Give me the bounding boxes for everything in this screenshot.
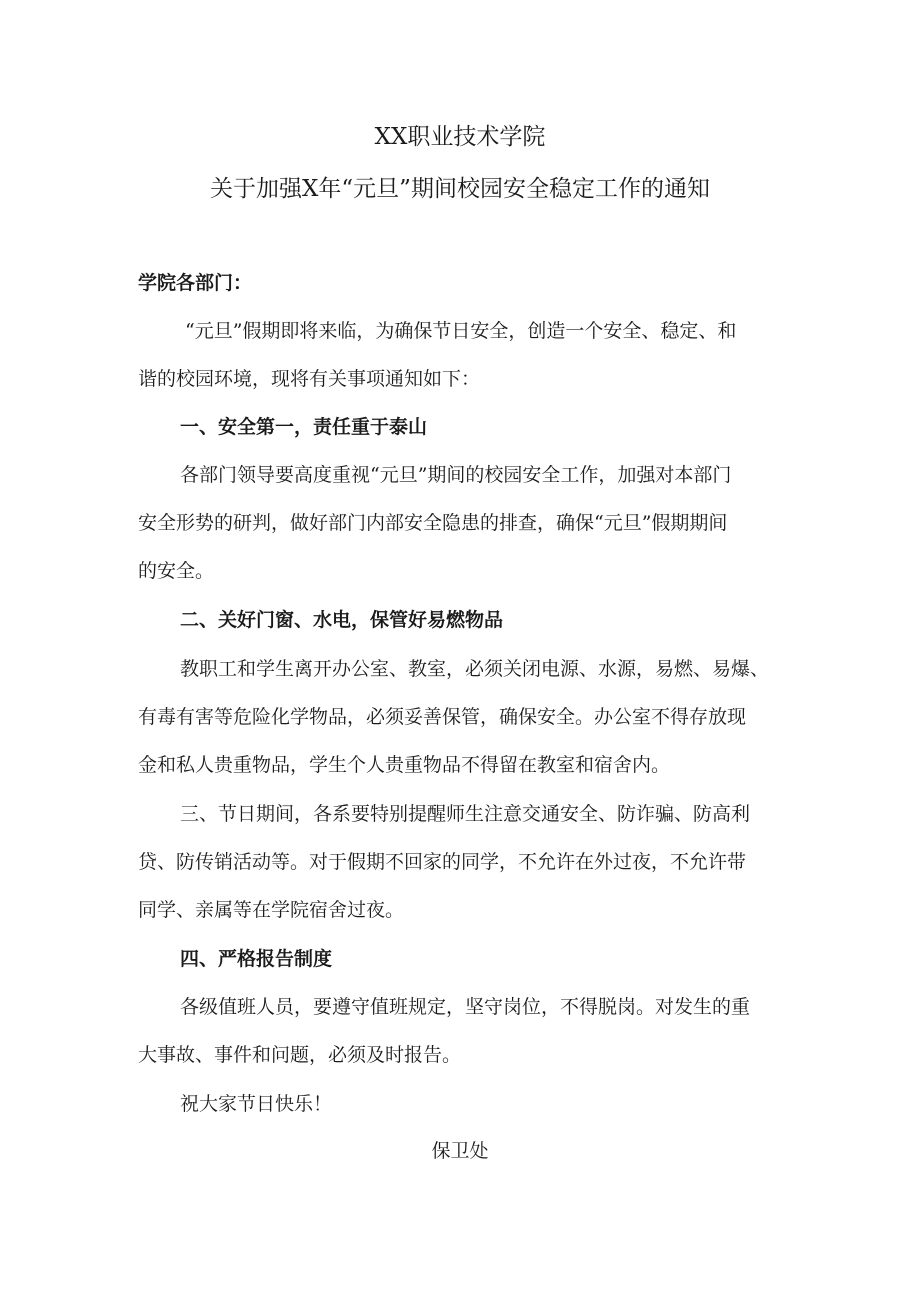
closing-greeting: 祝大家节日快乐！ (180, 1093, 333, 1115)
section-2-heading: 二、关好门窗、水电，保管好易燃物品 (180, 609, 504, 631)
section-4-line-1: 各级值班人员，要遵守值班规定，坚守岗位，不得脱岗。对发生的重 (180, 996, 751, 1018)
intro-line-2: 谐的校园环境，现将有关事项通知如下： (138, 368, 481, 390)
section-2-line-2: 有毒有害等危险化学物品，必须妥善保管，确保安全。办公室不得存放现 (138, 706, 747, 728)
section-2-line-3: 金和私人贵重物品，学生个人贵重物品不得留在教室和宿舍内。 (138, 754, 671, 776)
section-3-line-1: 三、节日期间，各系要特别提醒师生注意交通安全、防诈骗、防高利 (180, 803, 751, 825)
section-4-line-2: 大事故、事件和问题，必须及时报告。 (138, 1044, 462, 1066)
intro-line-1: “元旦”假期即将来临，为确保节日安全，创造一个安全、稳定、和 (185, 320, 737, 342)
section-3-line-3: 同学、亲属等在学院宿舍过夜。 (138, 899, 405, 921)
section-1-line-1: 各部门领导要高度重视“元旦”期间的校园安全工作，加强对本部门 (180, 464, 732, 486)
document-title-institution: XX职业技术学院 (374, 124, 546, 150)
salutation: 学院各部门： (138, 272, 253, 294)
section-1-line-2: 安全形势的研判，做好部门内部安全隐患的排查，确保“元旦”假期期间 (138, 512, 728, 534)
document-title-notice: 关于加强X年“元旦”期间校园安全稳定工作的通知 (210, 176, 710, 202)
signature-department: 保卫处 (431, 1140, 489, 1162)
section-2-line-1: 教职工和学生离开办公室、教室，必须关闭电源、水源，易燃、易爆、 (180, 658, 770, 680)
section-4-heading: 四、严格报告制度 (180, 948, 333, 970)
section-1-line-3: 的安全。 (138, 560, 215, 582)
section-3-line-2: 贷、防传销活动等。对于假期不回家的同学，不允许在外过夜，不允许带 (138, 851, 747, 873)
section-1-heading: 一、安全第一，责任重于泰山 (180, 416, 428, 438)
